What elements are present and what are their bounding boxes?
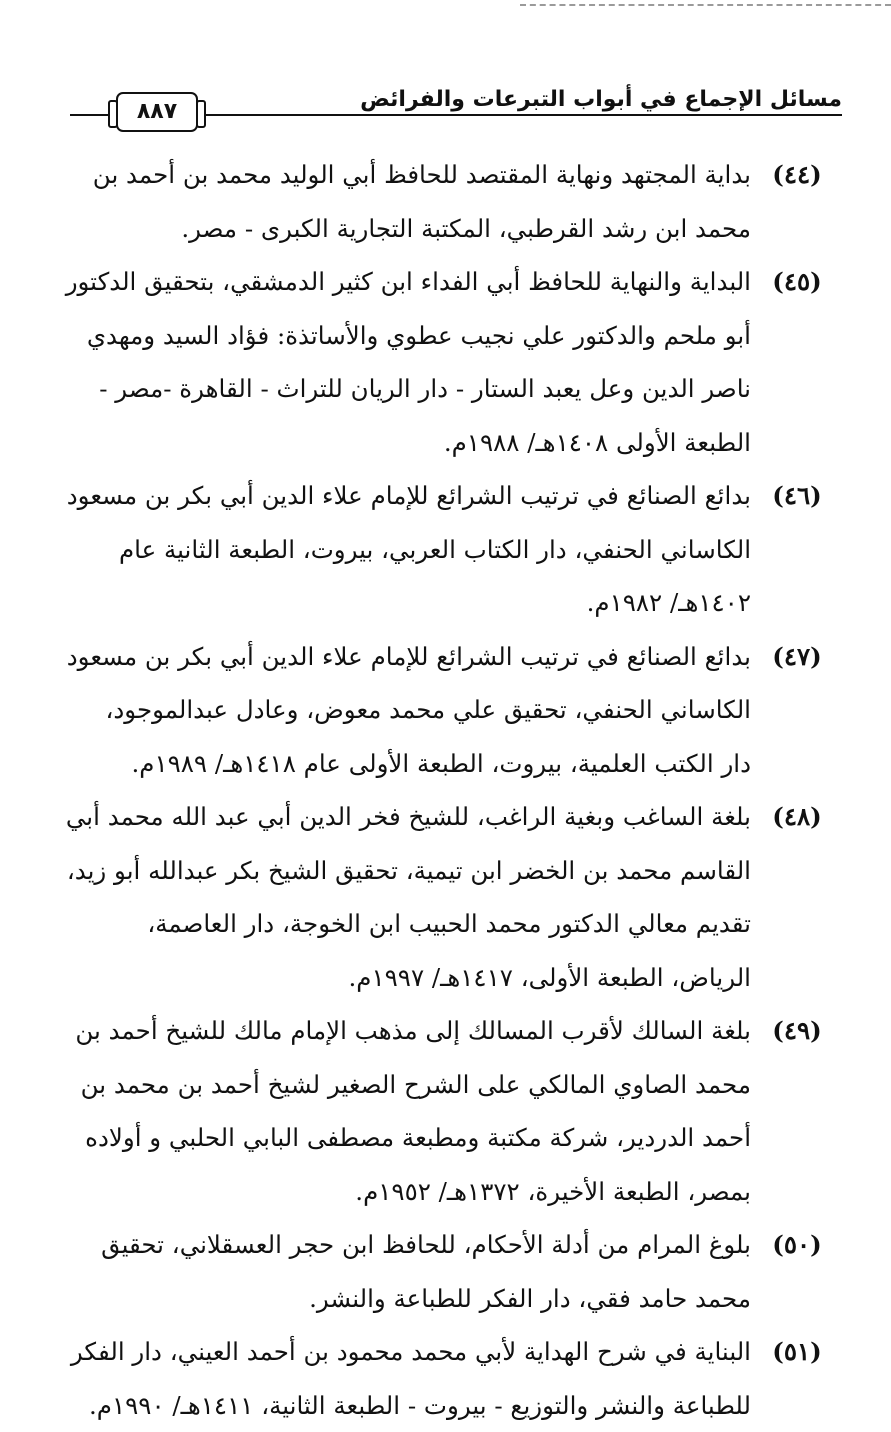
entry-line: القاسم محمد بن الخضر ابن تيمية، تحقيق الشيخ بكر عبدالله أبو زيد،	[38, 844, 751, 898]
entry-line: بمصر، الطبعة الأخيرة، ١٣٧٢هـ/ ١٩٥٢م.	[38, 1165, 751, 1219]
entry-line: تقديم معالي الدكتور محمد الحبيب ابن الخوجة، دار العاصمة،	[38, 897, 751, 951]
bibliography-entry	[38, 1218, 843, 1325]
entry-line: أبو ملحم والدكتور علي نجيب عطوي والأساتذة: فؤاد السيد ومهدي	[38, 309, 751, 363]
entry-line: بداية المجتهد ونهاية المقتصد للحافظ أبي الوليد محمد بن أحمد بن	[38, 148, 751, 202]
bibliography-list	[38, 148, 843, 1432]
entry-line: بلغة السالك لأقرب المسالك إلى مذهب الإمام مالك للشيخ أحمد بن	[38, 1004, 751, 1058]
entry-line: ١٤٠٢هـ/ ١٩٨٢م.	[38, 576, 751, 630]
entry-line: بدائع الصنائع في ترتيب الشرائع للإمام علاء الدين أبي بكر بن مسعود	[38, 469, 751, 523]
entry-line: الكاساني الحنفي، تحقيق علي محمد معوض، وعادل عبدالموجود،	[38, 683, 751, 737]
bibliography-entry	[38, 469, 843, 630]
bibliography-entry	[38, 1004, 843, 1218]
entry-number: (٤٨)	[751, 790, 843, 844]
running-title: مسائل الإجماع في أبواب التبرعات والفرائض	[350, 86, 842, 114]
entry-line: للطباعة والنشر والتوزيع - بيروت - الطبعة الثانية، ١٤١١هـ/ ١٩٩٠م.	[38, 1379, 751, 1432]
entry-line: الكاساني الحنفي، دار الكتاب العربي، بيروت، الطبعة الثانية عام	[38, 523, 751, 577]
bibliography-entry	[38, 148, 843, 255]
entry-line: دار الكتب العلمية، بيروت، الطبعة الأولى عام ١٤١٨هـ/ ١٩٨٩م.	[38, 737, 751, 791]
entry-line: بلوغ المرام من أدلة الأحكام، للحافظ ابن حجر العسقلاني، تحقيق	[38, 1218, 751, 1272]
entry-line: محمد حامد فقي، دار الفكر للطباعة والنشر.	[38, 1272, 751, 1326]
entry-number: (٤٩)	[751, 1004, 843, 1058]
entry-number: (٥١)	[751, 1325, 843, 1379]
bibliography-entry	[38, 790, 843, 1004]
entry-line: أحمد الدردير، شركة مكتبة ومطبعة مصطفى البابي الحلبي و أولاده	[38, 1111, 751, 1165]
top-dashed-rule	[520, 4, 891, 6]
entry-line: بدائع الصنائع في ترتيب الشرائع للإمام علاء الدين أبي بكر بن مسعود	[38, 630, 751, 684]
entry-number: (٥٠)	[751, 1218, 843, 1272]
entry-text	[38, 148, 751, 255]
entry-text	[38, 790, 751, 1004]
bibliography-entry	[38, 1325, 843, 1432]
entry-line: البداية والنهاية للحافظ أبي الفداء ابن كثير الدمشقي، بتحقيق الدكتور	[38, 255, 751, 309]
entry-text	[38, 1325, 751, 1432]
page-number: ٨٨٧	[116, 92, 198, 132]
entry-line: الرياض، الطبعة الأولى، ١٤١٧هـ/ ١٩٩٧م.	[38, 951, 751, 1005]
entry-number: (٤٦)	[751, 469, 843, 523]
entry-number: (٤٥)	[751, 255, 843, 309]
entry-line: محمد الصاوي المالكي على الشرح الصغير لشيخ أحمد بن محمد بن	[38, 1058, 751, 1112]
entry-line: البناية في شرح الهداية لأبي محمد محمود بن أحمد العيني، دار الفكر	[38, 1325, 751, 1379]
bibliography-entry	[38, 255, 843, 469]
entry-line: الطبعة الأولى ١٤٠٨هـ/ ١٩٨٨م.	[38, 416, 751, 470]
entry-text	[38, 1004, 751, 1218]
page-header	[70, 86, 842, 130]
entry-line: ناصر الدين وعل يعبد الستار - دار الريان للتراث - القاهرة -مصر -	[38, 362, 751, 416]
entry-line: بلغة الساغب وبغية الراغب، للشيخ فخر الدين أبي عبد الله محمد أبي	[38, 790, 751, 844]
entry-text	[38, 469, 751, 630]
entry-text	[38, 1218, 751, 1325]
entry-number: (٤٧)	[751, 630, 843, 684]
entry-line: محمد ابن رشد القرطبي، المكتبة التجارية الكبرى - مصر.	[38, 202, 751, 256]
entry-number: (٤٤)	[751, 148, 843, 202]
entry-text	[38, 630, 751, 791]
bibliography-entry	[38, 630, 843, 791]
entry-text	[38, 255, 751, 469]
